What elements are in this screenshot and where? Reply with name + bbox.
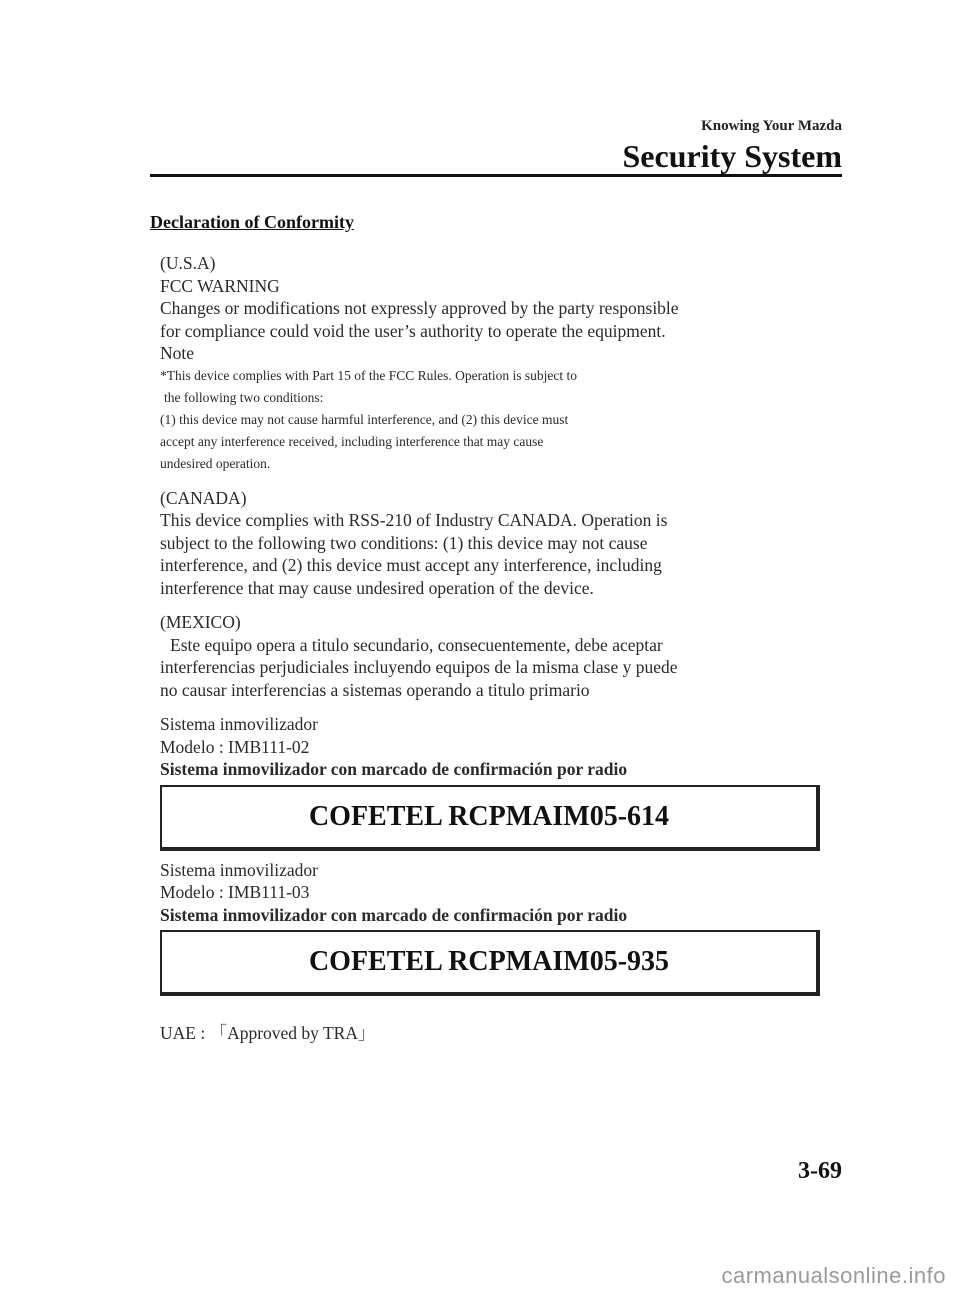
canada-block bbox=[160, 487, 840, 600]
canada-line: subject to the following two conditions: (1) this device may not cause bbox=[160, 532, 648, 553]
canada-line: interference that may cause undesired operation of the device. bbox=[160, 577, 594, 598]
model1-system: Sistema inmovilizador bbox=[160, 714, 318, 734]
usa-note: Note bbox=[160, 343, 195, 363]
model2-bold-line: Sistema inmovilizador con marcado de confirmación por radio bbox=[160, 904, 628, 925]
model1-model: Modelo : IMB111-02 bbox=[160, 736, 310, 757]
uae-approval: UAE : 「Approved by TRA」 bbox=[160, 1023, 376, 1043]
usa-small-line: undesired operation. bbox=[160, 455, 271, 471]
usa-region: (U.S.A) bbox=[160, 253, 216, 273]
fcc-warning: FCC WARNING bbox=[160, 275, 280, 296]
usa-line: Changes or modifications not expressly approved by the party responsible bbox=[160, 298, 679, 318]
cofetel-box-935 bbox=[160, 930, 820, 996]
declaration-scan bbox=[160, 252, 840, 1045]
canada-line: interference, and (2) this device must accept any interference, including bbox=[160, 555, 662, 575]
model2-block bbox=[160, 859, 840, 997]
model1-bold-line: Sistema inmovilizador con marcado de confirmación por radio bbox=[160, 759, 628, 779]
model1-block bbox=[160, 713, 840, 851]
canada-line: This device complies with RSS-210 of Industry CANADA. Operation is bbox=[160, 510, 668, 530]
mexico-line: interferencias perjudiciales incluyendo equipos de la misma clase y puede bbox=[160, 657, 678, 677]
section-heading: Declaration of Conformity bbox=[150, 212, 354, 232]
page-number: 3-69 bbox=[798, 1158, 842, 1184]
model2-model: Modelo : IMB111-03 bbox=[160, 882, 310, 902]
mexico-line: Este equipo opera a titulo secundario, consecuentemente, debe aceptar bbox=[170, 634, 663, 655]
usa-small-line: the following two conditions: bbox=[164, 389, 324, 405]
cofetel-box-614 bbox=[160, 785, 820, 851]
usa-block bbox=[160, 252, 840, 475]
mexico-block bbox=[160, 611, 840, 701]
usa-line: for compliance could void the user’s authority to operate the equipment. bbox=[160, 320, 666, 341]
model2-system: Sistema inmovilizador bbox=[160, 859, 318, 880]
canada-region: (CANADA) bbox=[160, 487, 247, 508]
cofetel-code-935: COFETEL RCPMAIM05-935 bbox=[308, 946, 670, 977]
cofetel-code-614: COFETEL RCPMAIM05-614 bbox=[308, 800, 670, 832]
header-title: Security System bbox=[622, 138, 842, 174]
header-section-label: Knowing Your Mazda bbox=[701, 118, 842, 134]
header-rule bbox=[150, 174, 842, 177]
watermark-link[interactable]: carmanualsonline.info bbox=[721, 1263, 946, 1288]
usa-small-line: (1) this device may not cause harmful interference, and (2) this device must bbox=[160, 411, 569, 427]
usa-small-line: *This device complies with Part 15 of the FCC Rules. Operation is subject to bbox=[160, 367, 577, 383]
usa-small-line: accept any interference received, including interference that may cause bbox=[160, 433, 544, 449]
mexico-region: (MEXICO) bbox=[160, 612, 241, 632]
mexico-line: no causar interferencias a sistemas operando a titulo primario bbox=[160, 679, 590, 700]
